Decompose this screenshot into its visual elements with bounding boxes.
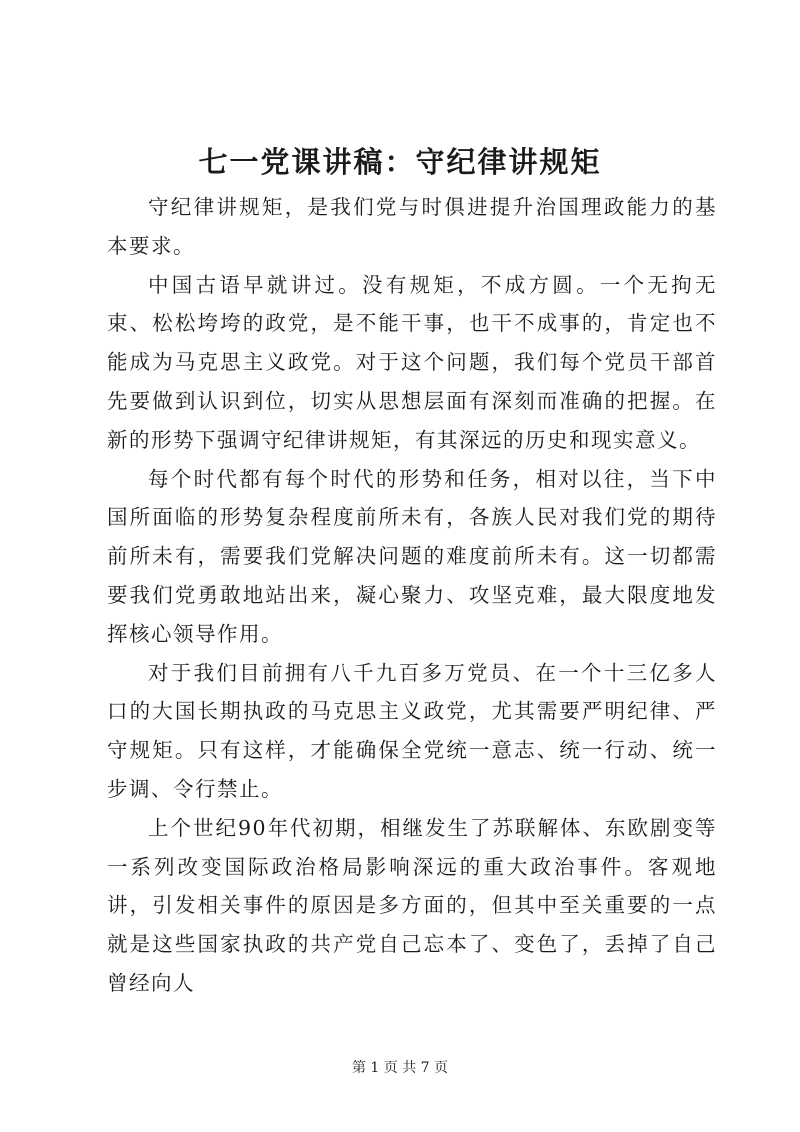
paragraph-2: 中国古语早就讲过。没有规矩，不成方圆。一个无拘无束、松松垮垮的政党，是不能干事，也干不成事的，肯定也不能成为马克思主义政党。对于这个问题，我们每个党员干部首先要做到认识到位，切实从思想层面有深刻而准确的把握。在新的形势下强调守纪律讲规矩，有其深远的历史和现实意义。	[107, 272, 717, 452]
document-body	[107, 188, 717, 1003]
paragraph-3: 每个时代都有每个时代的形势和任务，相对以往，当下中国所面临的形势复杂程度前所未有，各族人民对我们党的期待前所未有，需要我们党解决问题的难度前所未有。这一切都需要我们党勇敢地站出来，凝心聚力、攻坚克难，最大限度地发挥核心领导作用。	[107, 466, 717, 646]
paragraph-4: 对于我们目前拥有八千九百多万党员、在一个十三亿多人口的大国长期执政的马克思主义政党，尤其需要严明纪律、严守规矩。只有这样，才能确保全党统一意志、统一行动、统一步调、令行禁止。	[107, 660, 717, 801]
paragraph-1: 守纪律讲规矩，是我们党与时俱进提升治国理政能力的基本要求。	[107, 195, 717, 258]
document-title: 七一党课讲稿：守纪律讲规矩	[198, 145, 602, 179]
paragraph-5: 上个世纪90年代初期，相继发生了苏联解体、东欧剧变等一系列改变国际政治格局影响深远的重大政治事件。客观地讲，引发相关事件的原因是多方面的，但其中至关重要的一点就是这些国家执政的共产党自己忘本了、变色了，丢掉了自己曾经向人	[107, 815, 717, 995]
page-number-footer: 第 1 页 共 7 页	[351, 1060, 449, 1076]
